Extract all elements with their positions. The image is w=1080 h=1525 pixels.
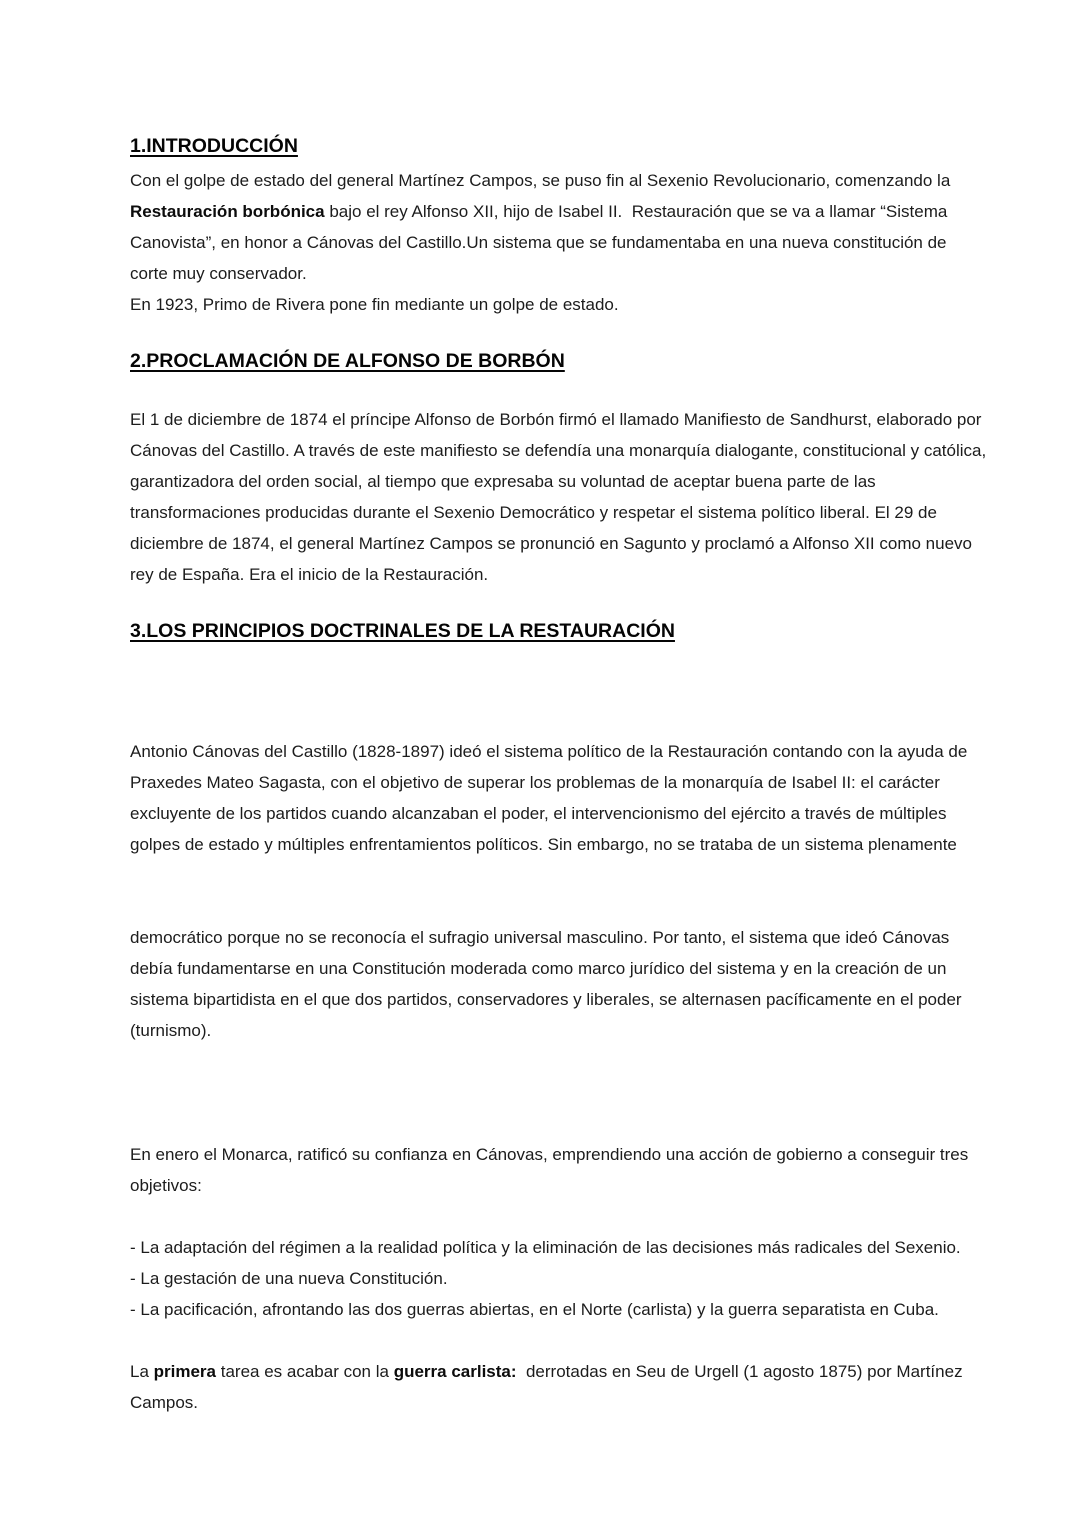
section-3-paragraph-3: [130, 1356, 988, 1418]
paragraph-line-block: Antonio Cánovas del Castillo (1828-1897) ideó el sistema político de la Restauración contando con la ayuda de Praxedes Mateo Sagasta, con el objetivo de superar los problemas de la monarquía de Isabel II: el carácter excluyente de los partidos cuando alcanzaban el poder, el intervencionismo del ejército a través de múltiples golpes de estado y múltiples enfrentamientos políticos. Sin embargo, no se trataba de un sistema plenamente: [130, 742, 973, 854]
text-run: Con el golpe de estado del general Martínez Campos, se puso fin al Sexenio Revolucionario, comenzando la: [130, 171, 955, 190]
bold-text-run: Restauración borbónica: [130, 202, 325, 221]
section-3-paragraph-1: [130, 674, 988, 1108]
section-2-heading: 2.PROCLAMACIÓN DE ALFONSO DE BORBÓN: [130, 350, 565, 372]
list-item: - La gestación de una nueva Constitución.: [130, 1269, 448, 1288]
list-item: - La adaptación del régimen a la realidad política y la eliminación de las decisiones más radicales del Sexenio.: [130, 1238, 961, 1257]
document-content: [130, 131, 991, 1418]
section-introduccion: [130, 131, 988, 320]
paragraph-line-block: democrático porque no se reconocía el sufragio universal masculino. Por tanto, el sistema que ideó Cánovas debía fundamentarse en una Constitución moderada como marco jurídico del sistema y en la creación de un sistema bipartidista en el que dos partidos, conservadores y liberales, se alternasen pacíficamente en el poder (turnismo).: [130, 928, 967, 1040]
section-2-paragraph-1: El 1 de diciembre de 1874 el príncipe Alfonso de Borbón firmó el llamado Manifiesto de Sandhurst, elaborado por Cánovas del Castillo. A través de este manifiesto se defendía una monarquía dialogante, constitucional y católica, garantizadora del orden social, al tiempo que expresaba su voluntad de aceptar buena parte de las transformaciones producidas durante el Sexenio Democrático y respetar el sistema político liberal. El 29 de diciembre de 1874, el general Martínez Campos se pronunció en Sagunto y proclamó a Alfonso XII como nuevo rey de España. Era el inicio de la Restauración.: [130, 410, 991, 584]
section-1-paragraph-2: En 1923, Primo de Rivera pone fin mediante un golpe de estado.: [130, 295, 619, 314]
objectives-list: [130, 1232, 988, 1325]
text-run: La: [130, 1362, 154, 1381]
section-3-paragraph-2: En enero el Monarca, ratificó su confianza en Cánovas, emprendiendo una acción de gobierno a conseguir tres objetivos:: [130, 1145, 973, 1195]
section-1-paragraph-1: [130, 165, 988, 289]
list-item: - La pacificación, afrontando las dos guerras abiertas, en el Norte (carlista) y la guerra separatista en Cuba.: [130, 1300, 939, 1319]
bold-text-run: primera: [153, 1362, 217, 1381]
text-run: tarea es acabar con la: [216, 1362, 394, 1381]
text-run: derrotadas en Seu de Urgell (1 agosto 1875) por Martínez Campos.: [130, 1362, 968, 1412]
bold-text-run: guerra carlista:: [393, 1362, 517, 1381]
section-3-heading: 3.LOS PRINCIPIOS DOCTRINALES DE LA RESTAURACIÓN: [130, 620, 675, 642]
text-run: bajo el rey Alfonso XII, hijo de Isabel II. Restauración que se va a llamar “Sistema Canovista”, en honor a Cánovas del Castillo.Un sistema que se fundamentaba en una nueva constitución de corte muy conservador.: [130, 202, 953, 283]
section-principios-doctrinales: [130, 616, 988, 1418]
section-proclamacion: [130, 346, 991, 590]
section-1-heading: 1.INTRODUCCIÓN: [130, 135, 298, 157]
